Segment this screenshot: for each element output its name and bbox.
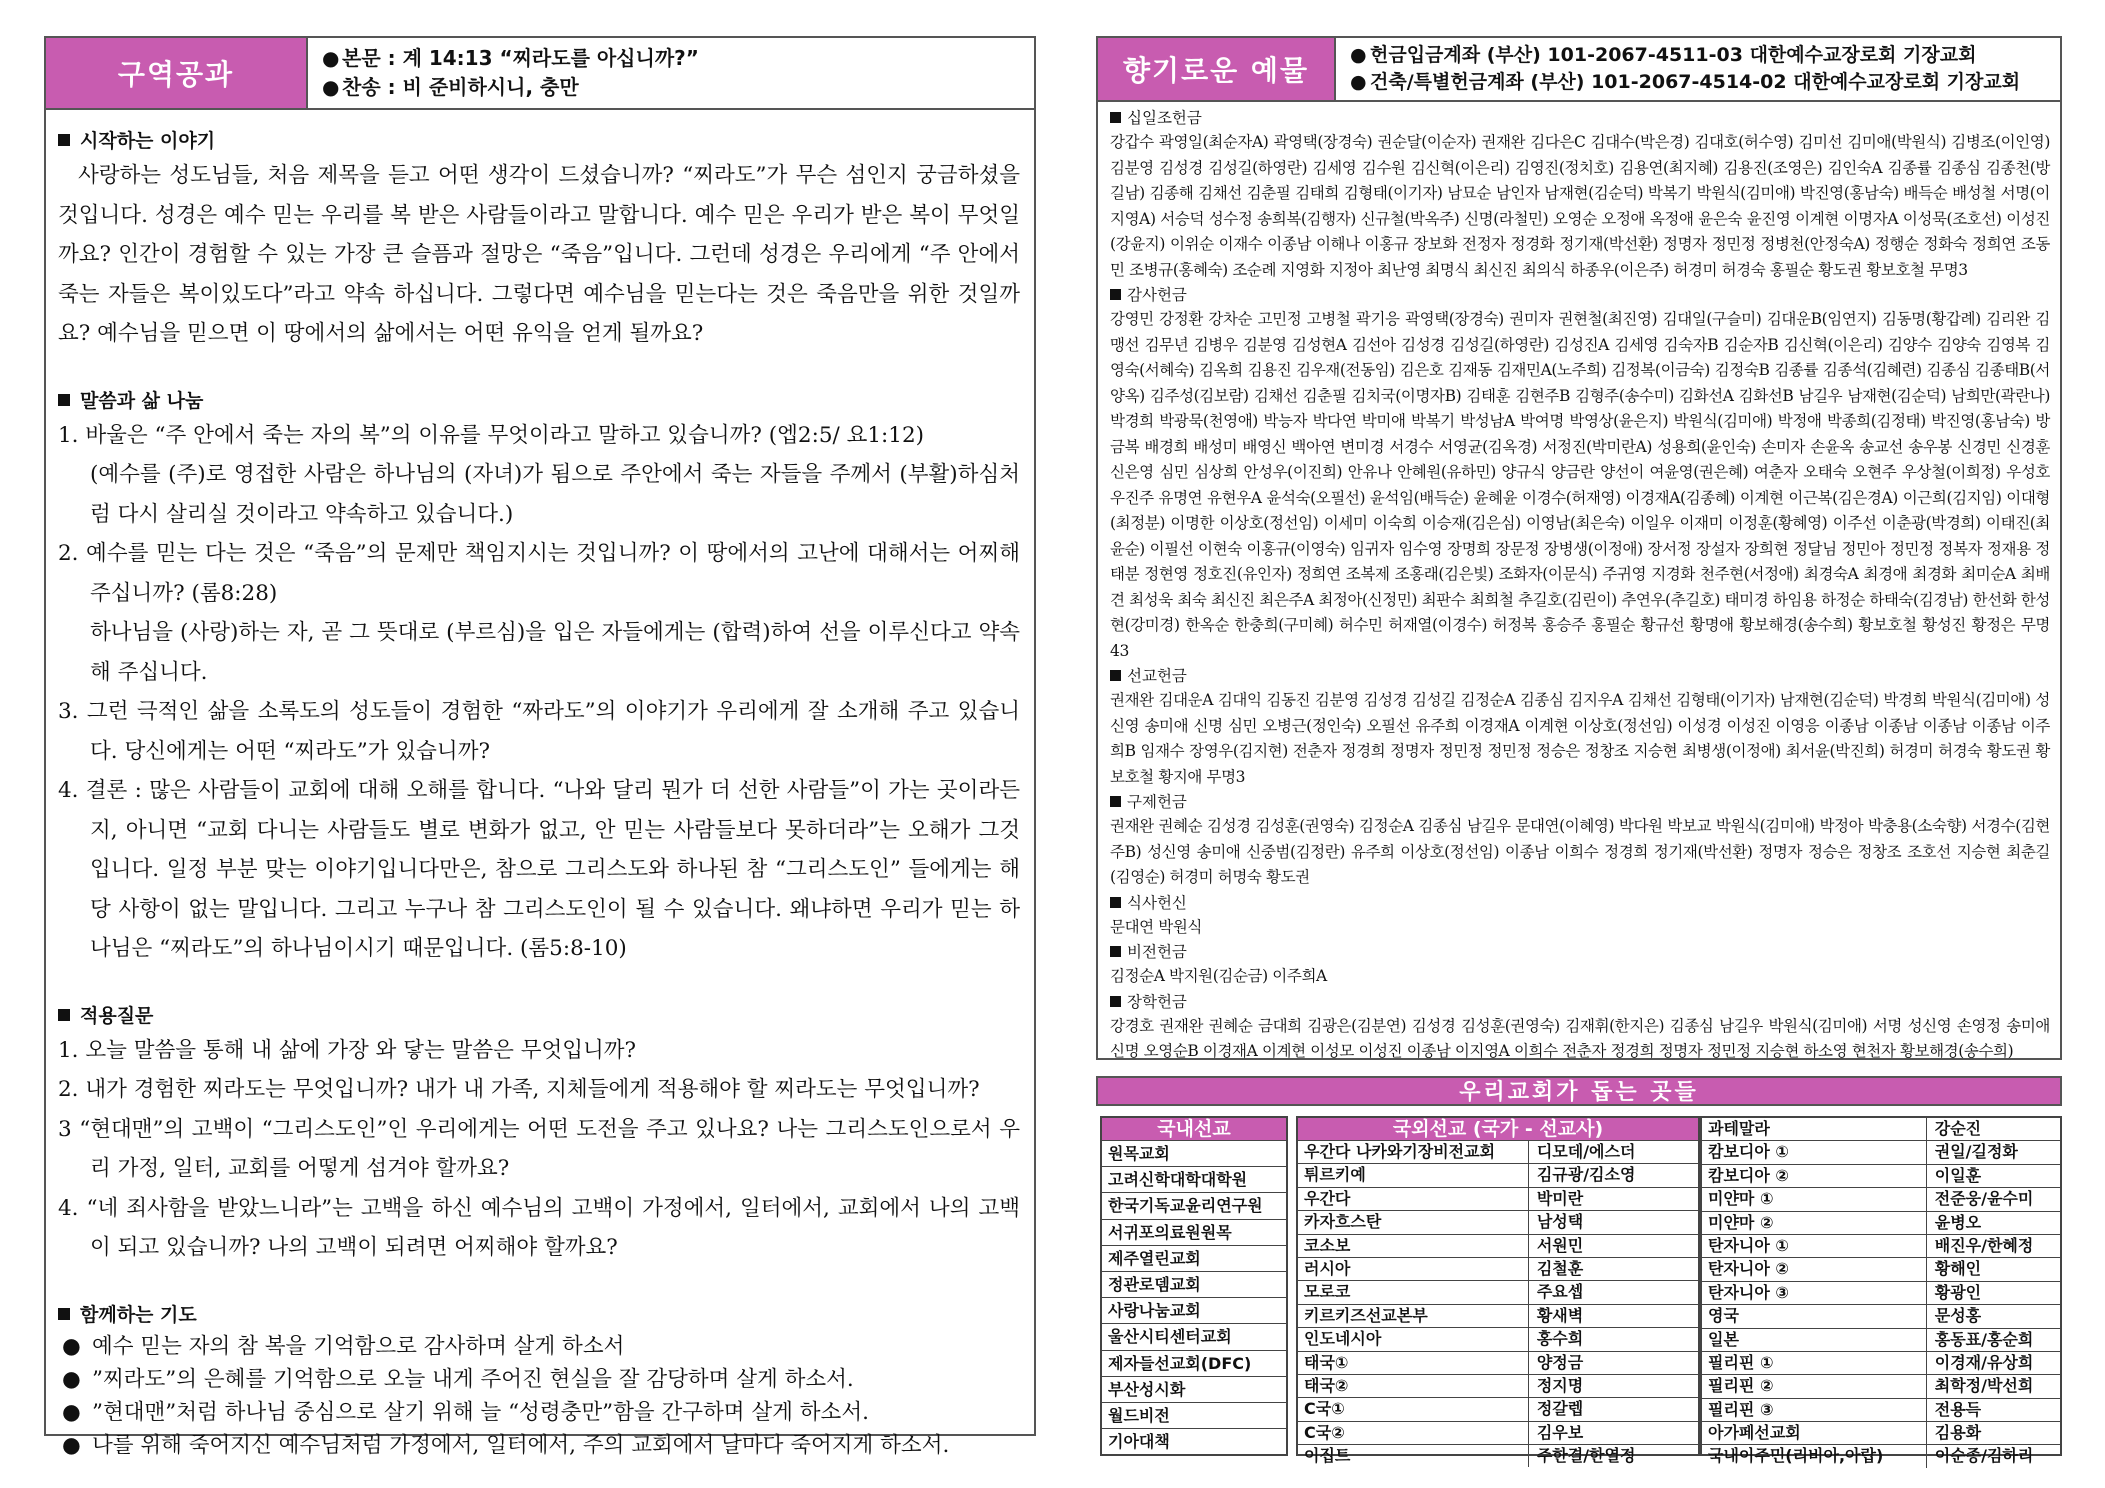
left-title: 구역공과	[46, 38, 308, 108]
prayer-item: ● ”현대맨”처럼 하나님 중심으로 살기 위해 늘 “성령충만”함을 간구하며 살게 하소서.	[58, 1396, 1020, 1429]
mission-row	[1702, 1445, 2060, 1467]
sharing-question-2: 2. 예수를 믿는 다는 것은 “죽음”의 문제만 책임지시는 것입니까? 이 땅에서의 고난에 대해서는 어찌해 주십니까? (롬8:28)	[58, 541, 1020, 606]
mission-row	[1298, 1398, 1698, 1421]
mission-country: 코소보	[1298, 1235, 1529, 1257]
missionary-name: 이일훈	[1934, 1165, 1982, 1185]
domestic-title: 국내선교	[1102, 1118, 1286, 1141]
offering-title: 비전헌금	[1110, 941, 2050, 964]
square-icon	[1110, 112, 1121, 123]
hymn-line: 찬송 : 비 준비하시니, 충만	[342, 75, 579, 99]
bullet-icon: ●	[322, 46, 340, 70]
domestic-item: 월드비전	[1102, 1403, 1286, 1429]
mission-country: 필리핀 ②	[1702, 1375, 1927, 1397]
mission-country: 미얀마 ②	[1702, 1212, 1927, 1234]
intro-heading: 시작하는 이야기	[58, 126, 1020, 156]
sharing-question-1: 1. 바울은 “주 안에서 죽는 자의 복”의 이유를 무엇이라고 말하고 있습니까? (엡2:5/ 요1:12)	[58, 422, 925, 448]
foreign-title: 국외선교 (국가 - 선교사)	[1298, 1118, 1698, 1141]
left-header	[46, 38, 1034, 110]
missionary-name: 디모데/에스더	[1536, 1142, 1636, 1161]
bullet-icon: ●	[62, 1399, 81, 1425]
mission-country: 캄보디아 ②	[1702, 1165, 1927, 1187]
domestic-item: 한국기독교윤리연구원	[1102, 1193, 1286, 1219]
mission-country: 우간다 나카와기장비전교회	[1298, 1141, 1529, 1163]
mission-row	[1702, 1305, 2060, 1328]
offering-names: 권재완 권혜순 김성경 김성훈(권영숙) 김정순A 김종심 남길우 문대연(이혜영) 박다원 박보교 박원식(김미애) 박정아 박충용(소숙향) 서경수(김현주B) 성신영 송미애 신중범(김정란) 유주희 이상호(정선임) 이종남 이희수 정경희 정기재(박선환) 정명자 정승은 정창조 조호선 지승현 최춘길(김영순) 허경미 허명숙 황도권	[1110, 817, 2050, 886]
offering-names: 김정순A 박지원(김순금) 이주희A	[1110, 967, 1327, 985]
mission-row	[1702, 1165, 2060, 1188]
missionary-name: 최학정/박선희	[1934, 1376, 2034, 1396]
square-icon	[1110, 289, 1121, 300]
mission-row	[1702, 1141, 2060, 1164]
mission-country: 러시아	[1298, 1258, 1529, 1280]
offering-title: 십일조헌금	[1110, 107, 2050, 130]
left-body	[46, 110, 1034, 1462]
mission-country: 이집트	[1298, 1445, 1529, 1467]
missionary-name: 윤병오	[1934, 1212, 1982, 1232]
missionary-name: 전준웅/윤수미	[1934, 1189, 2034, 1209]
mission-country: C국②	[1298, 1422, 1529, 1444]
offering-names: 강갑수 곽영일(최순자A) 곽영택(장경숙) 권순달(이순자) 권재완 김다은C 김대수(박은경) 김대호(허수영) 김미선 김미애(박원식) 김병조(이인영) 김분영 김성경 김성길(하영란) 김세영 김수원 김신혁(이은리) 김영진(정치호) 김용연(최지혜) 김용진(조영은) 김인숙A 김종률 김종심 김종천(방길남) 김종해 김채선 김춘필 김태희 김형태(이기자) 남묘순 남인자 남재현(김순덕) 박복기 박원식(김미애) 박진영(홍남숙) 배득순 배성철 서명(이지영A) 서승덕 성수정 송희복(김행자) 신규철(박옥주) 신명(라철민) 오영순 오정애 옥정애 윤은숙 윤진영 이계현 이명자A 이성묵(조호선) 이성진(강윤지) 이위순 이재수 이종남 이해나 이홍규 장보화 전정자 정경화 정기재(박선환) 정명자 정민정 정병천(안정숙A) 정행순 정화숙 정희연 조동민 조병규(홍혜숙) 조순례 지영화 지정아 최난영 최명식 최신진 최의식 하종우(이은주) 허경미 허경숙 홍필순 황도권 황보호철 무명3	[1110, 133, 2050, 279]
missionary-name: 박미란	[1536, 1188, 1584, 1208]
domestic-item: 기아대책	[1108, 1432, 1170, 1452]
offering-title: 구제헌금	[1110, 791, 2050, 814]
sharing-question-4: 4. 결론 : 많은 사람들이 교회에 대해 오해를 합니다. “나와 달리 뭔가 더 선한 사람들”이 가는 곳이라든지, 아니면 “교회 다니는 사람들도 별로 변화가 없고, 안 믿는 사람들보다 못하더라”는 오해가 그것입니다. 일정 부분 맞는 이야기입니다만은, 참으로 그리스도와 하나된 참 “그리스도인” 들에게는 해당 사항이 없는 말입니다. 그리고 누구나 참 그리스도인이 될 수 있습니다. 왜냐하면 우리가 믿는 하나님은 “찌라도”의 하나님이시기 때문입니다. (롬5:8-10)	[58, 778, 1020, 961]
mission-row	[1298, 1235, 1698, 1258]
square-icon	[1110, 670, 1121, 681]
right-title: 향기로운 예물	[1098, 38, 1336, 100]
mission-row	[1702, 1258, 2060, 1281]
left-header-info	[308, 38, 713, 108]
mission-country: 카자흐스탄	[1298, 1211, 1529, 1233]
mission-row	[1702, 1375, 2060, 1398]
offering-title: 선교헌금	[1110, 665, 2050, 688]
offering-names: 권재완 김대운A 김대익 김동진 김분영 김성경 김성길 김정순A 김종심 김지우A 김채선 김형태(이기자) 남재현(김순덕) 박경희 박원식(김미애) 성신영 송미애 신명 심민 오병근(정인숙) 오필선 유주희 이경재A 이계현 이상호(정선임) 이성경 이성진 이영응 이종남 이종남 이종남 이종남 이주희B 임재수 장영우(김지현) 전춘자 정경희 정명자 정민정 정민정 정승은 정창조 지승현 최병생(이정애) 최서윤(박진희) 허경미 허경숙 황도권 황보호철 황지애 무명3	[1110, 691, 2050, 786]
missionary-name: 권일/길정화	[1934, 1142, 2018, 1162]
mission-row	[1298, 1305, 1698, 1328]
mission-country: 인도네시아	[1298, 1328, 1529, 1350]
mission-row	[1298, 1141, 1698, 1164]
mission-country: 태국①	[1298, 1352, 1529, 1374]
prayer-item: ● 나를 위해 죽어지신 예수님처럼 가정에서, 일터에서, 주의 교회에서 날마다 죽어지게 하소서.	[58, 1429, 1020, 1462]
square-icon	[1110, 946, 1121, 957]
offering-names: 강영민 강정환 강차순 고민정 고병철 곽기응 곽영택(장경숙) 권미자 권현철(최진영) 김대일(구슬미) 김대운B(임연지) 김동명(황갑례) 김리완 김맹선 김무년 김병우 김분영 김성현A 김선아 김성경 김성길(하영란) 김성진A 김세영 김숙자B 김순자B 김신혁(이은리) 김양수 김양숙 김영복 김영숙(서혜숙) 김옥희 김용진 김우재(전동임) 김은호 김재동 김재민A(노주희) 김정복(이금숙) 김정숙B 김종률 김종석(김혜련) 김종심 김종태B(서양옥) 김주성(김보람) 김채선 김춘필 김치국(이명자B) 김태훈 김현주B 김형주(송수미) 김화선A 김화선B 남길우 남재현(김순덕) 남희만(곽란나) 박경희 박광묵(천영애) 박능자 박다연 박미애 박복기 박성남A 박여명 박영상(윤은지) 박원식(김미애) 박정애 박종희(김정태) 박진영(홍남숙) 방금복 배경희 배성미 배영신 백아연 변미경 서경수 서영균(김옥경) 서정진(박미란A) 성용희(윤인숙) 손미자 손윤옥 송교선 송우봉 신경민 신경훈 신은영 심민 심상희 안성우(이진희) 안유나 안혜원(유하민) 양규식 양금란 양선이 여윤영(권은혜) 여춘자 오태숙 오현주 우상철(이희정) 우성호 우진주 유명연 유현우A 윤석숙(오필선) 윤석임(배득순) 윤혜윤 이경수(허재영) 이경재A(김종혜) 이계현 이근복(김은경A) 이근희(김지임) 이대형(최정분) 이명한 이상호(정선임) 이세미 이숙희 이승재(김은심) 이영남(최은숙) 이일우 이재미 이정훈(황혜영) 이주선 이춘광(박경희) 이태진(최윤순) 이필선 이현숙 이홍규(이영숙) 임귀자 임수영 장명희 장문정 장병생(이정애) 장서정 장설자 장희현 정달님 정민아 정민정 정복자 정재용 정태분 정현영 정호진(유인자) 정희연 조복제 조홍래(김은빛) 조화자(이문식) 주귀영 지경화 천주현(서정애) 최경숙A 최경애 최경화 최미순A 최배견 최성욱 최숙 최신진 최은주A 최정아(신정민) 최판수 최희철 추길호(김린이) 추연우(추길호) 태미경 하임용 하정순 하태숙(김경남) 한선화 한성현(강미경) 한옥순 한충희(구미혜) 허수민 허재열(이경수) 허정복 홍승주 홍필순 황규선 황명애 황보해경(송수희) 황보호철 황성진 황정은 무명43	[1110, 310, 2050, 660]
mission-country: C국①	[1298, 1398, 1529, 1420]
square-icon	[1110, 897, 1121, 908]
missionary-name: 황광인	[1934, 1282, 1982, 1302]
missionary-name: 배진우/한혜정	[1934, 1235, 2034, 1255]
missionary-name: 남성택	[1536, 1212, 1584, 1232]
sharing-answer-1: (예수를 (주)로 영접한 사람은 하나님의 (자녀)가 됨으로 주안에서 죽는 자들을 주께서 (부활)하심처럼 다시 살리실 것이라고 약속하고 있습니다.)	[90, 462, 1020, 527]
missionary-name: 김철훈	[1536, 1258, 1584, 1278]
mission-country: 모로코	[1298, 1281, 1529, 1303]
offering-title: 장학헌금	[1110, 991, 2050, 1014]
domestic-item: 원목교회	[1102, 1141, 1286, 1167]
mission-row	[1702, 1399, 2060, 1422]
prayer-heading: 함께하는 기도	[58, 1300, 1020, 1330]
mission-row	[1298, 1352, 1698, 1375]
left-panel	[44, 36, 1036, 1458]
apply-heading: 적용질문	[58, 1001, 1020, 1031]
mission-country: 캄보디아 ①	[1702, 1141, 1927, 1163]
missionary-name: 홍동표/홍순희	[1934, 1329, 2034, 1349]
mission-row	[1298, 1164, 1698, 1187]
square-icon	[58, 134, 70, 146]
sharing-question-3: 3. 그런 극적인 삶을 소록도의 성도들이 경험한 “짜라도”의 이야기가 우리에게 잘 소개해 주고 있습니다. 당신에게는 어떤 “찌라도”가 있습니까?	[58, 699, 1020, 764]
missionary-name: 주요셉	[1536, 1282, 1584, 1302]
mission-country: 태국②	[1298, 1375, 1529, 1397]
offering-names: 강경호 권재완 권혜순 금대희 김광은(김분연) 김성경 김성훈(권영숙) 김재휘(한지은) 김종심 남길우 박원식(김미애) 서명 성신영 손영정 송미애 신명 오영순B 이경재A 이계현 이성모 이성진 이종남 이지영A 이희수 전춘자 정경희 정명자 정민정 지승현 하소영 현천자 황보해경(송수희)	[1110, 1016, 2050, 1060]
mission-row	[1298, 1422, 1698, 1445]
prayer-item: ● ”찌라도”의 은혜를 기억함으로 오늘 내게 주어진 현실을 잘 감당하며 살게 하소서.	[58, 1363, 1020, 1396]
mission-row	[1298, 1188, 1698, 1211]
right-panel	[1096, 36, 2062, 1060]
mission-row	[1298, 1328, 1698, 1351]
mission-row	[1702, 1282, 2060, 1305]
missionary-name: 이경재/유상희	[1934, 1352, 2034, 1372]
scripture-line: 본문 : 계 14:13 “찌라도를 아십니까?”	[342, 46, 699, 70]
missionary-name: 김규광/김소영	[1536, 1165, 1636, 1185]
domestic-item: 사랑나눔교회	[1102, 1298, 1286, 1324]
mission-country: 영국	[1702, 1305, 1927, 1327]
offering-names: 문대연 박원식	[1110, 917, 1202, 936]
missionary-name: 황해인	[1934, 1259, 1982, 1279]
account-line-1: 헌금입금계좌 (부산) 101-2067-4511-03 대한예수교장로회 기장교회	[1370, 44, 1977, 66]
domestic-item: 제주열린교회	[1102, 1246, 1286, 1272]
missionary-name: 이순종/김하리	[1934, 1446, 2034, 1466]
bullet-icon: ●	[62, 1366, 81, 1392]
square-icon	[1110, 996, 1121, 1007]
bullet-icon: ●	[1350, 44, 1367, 66]
domestic-mission-box	[1100, 1116, 1288, 1456]
account-line-2: 건축/특별헌금계좌 (부산) 101-2067-4514-02 대한예수교장로회 기장교회	[1370, 71, 2021, 93]
mission-country: 탄자니아 ③	[1702, 1282, 1927, 1304]
apply-question-4: 4. “네 죄사함을 받았느니라”는 고백을 하신 예수님의 고백이 가정에서, 일터에서, 교회에서 나의 고백이 되고 있습니까? 나의 고백이 되려면 어찌해야 할까요?	[58, 1195, 1020, 1260]
prayer-item: ● 예수 믿는 자의 참 복을 기억함으로 감사하며 살게 하소서	[58, 1330, 1020, 1363]
mission-row	[1298, 1258, 1698, 1281]
mission-country: 과테말라	[1702, 1118, 1927, 1140]
bullet-icon: ●	[62, 1333, 81, 1359]
missionary-name: 김용화	[1934, 1423, 1982, 1443]
mission-row	[1702, 1352, 2060, 1375]
mission-row	[1702, 1329, 2060, 1352]
offering-title: 감사헌금	[1110, 284, 2050, 307]
missionary-name: 전용득	[1934, 1399, 1982, 1419]
missionary-name: 정지명	[1536, 1375, 1584, 1395]
mission-row	[1298, 1445, 1698, 1467]
missionary-name: 정갈렙	[1536, 1399, 1584, 1419]
mission-row	[1702, 1235, 2060, 1258]
mission-row	[1298, 1211, 1698, 1234]
missionary-name: 주한결/한열정	[1536, 1446, 1636, 1466]
missionary-name: 양정금	[1536, 1352, 1584, 1372]
missionary-name: 홍수희	[1536, 1329, 1584, 1349]
sharing-heading: 말씀과 삶 나눔	[58, 386, 1020, 416]
right-header	[1098, 38, 2060, 102]
mission-country: 필리핀 ③	[1702, 1399, 1927, 1421]
mission-country: 탄자니아 ①	[1702, 1235, 1927, 1257]
mission-row	[1702, 1188, 2060, 1211]
mission-country: 튀르키예	[1298, 1164, 1529, 1186]
support-title: 우리교회가 돕는 곳들	[1096, 1076, 2062, 1106]
sharing-answer-2: 하나님을 (사랑)하는 자, 곧 그 뜻대로 (부르심)을 입은 자들에게는 (합력)하여 선을 이루신다고 약속해 주십니다.	[90, 620, 1020, 685]
foreign-mission-box	[1296, 1116, 1700, 1466]
mission-row	[1298, 1375, 1698, 1398]
mission-row	[1298, 1281, 1698, 1304]
domestic-item: 서귀포의료원원목	[1102, 1220, 1286, 1246]
domestic-item: 고려신학대학대학원	[1102, 1167, 1286, 1193]
bullet-icon: ●	[1350, 71, 1367, 93]
domestic-item: 울산시티센터교회	[1102, 1324, 1286, 1350]
right-header-info	[1336, 38, 2034, 100]
foreign-mission-box-2	[1700, 1116, 2062, 1466]
missionary-name: 황새벽	[1536, 1305, 1584, 1325]
square-icon	[58, 394, 70, 406]
mission-country: 국내이주민(리비아,아랍)	[1702, 1445, 1927, 1467]
missionary-name: 김우보	[1536, 1422, 1584, 1442]
square-icon	[58, 1009, 70, 1021]
mission-country: 일본	[1702, 1329, 1927, 1351]
mission-row	[1702, 1118, 2060, 1141]
mission-country: 우간다	[1298, 1188, 1529, 1210]
mission-row	[1702, 1422, 2060, 1445]
mission-country: 필리핀 ①	[1702, 1352, 1927, 1374]
mission-country: 아가페선교회	[1702, 1422, 1927, 1444]
intro-text: 사랑하는 성도님들, 처음 제목을 듣고 어떤 생각이 드셨습니까? “찌라도”가 무슨 섬인지 궁금하셨을 것입니다. 성경은 예수 믿는 우리를 복 받은 사람들이라고 말합니다. 예수 믿은 우리가 받은 복이 무엇일까요? 인간이 경험할 수 있는 가장 큰 슬픔과 절망은 “죽음”입니다. 그런데 성경은 우리에게 “주 안에서 죽는 자들은 복이있도다”라고 약속 하십니다. 그렇다면 예수님을 믿는다는 것은 죽음만을 위한 것일까요? 예수님을 믿으면 이 땅에서의 삶에서는 어떤 유익을 얻게 될까요?	[58, 163, 1020, 346]
bullet-icon: ●	[62, 1432, 81, 1458]
square-icon	[58, 1308, 70, 1320]
domestic-item: 정관로뎀교회	[1102, 1272, 1286, 1298]
mission-country: 탄자니아 ②	[1702, 1258, 1927, 1280]
mission-country: 키르키즈선교본부	[1298, 1305, 1529, 1327]
bullet-icon: ●	[322, 75, 340, 99]
offering-list	[1098, 102, 2060, 1065]
square-icon	[1110, 796, 1121, 807]
apply-question-1: 1. 오늘 말씀을 통해 내 삶에 가장 와 닿는 말씀은 무엇입니까?	[58, 1037, 637, 1063]
offering-title: 식사헌신	[1110, 892, 2050, 915]
apply-question-2: 2. 내가 경험한 찌라도는 무엇입니까? 내가 내 가족, 지체들에게 적용해야 할 찌라도는 무엇입니까?	[58, 1077, 980, 1102]
mission-row	[1702, 1212, 2060, 1235]
domestic-item: 제자들선교회(DFC)	[1102, 1351, 1286, 1377]
domestic-item: 부산성시화	[1102, 1377, 1286, 1403]
apply-question-3: 3 “현대맨”의 고백이 “그리스도인”인 우리에게는 어떤 도전을 주고 있나요? 나는 그리스도인으로서 우리 가정, 일터, 교회를 어떻게 섬겨야 할까요?	[58, 1116, 1020, 1181]
missionary-name: 문성홍	[1934, 1306, 1982, 1326]
missionary-name: 강순진	[1934, 1119, 1982, 1138]
missionary-name: 서원민	[1536, 1235, 1584, 1255]
mission-country: 미얀마 ①	[1702, 1188, 1927, 1210]
